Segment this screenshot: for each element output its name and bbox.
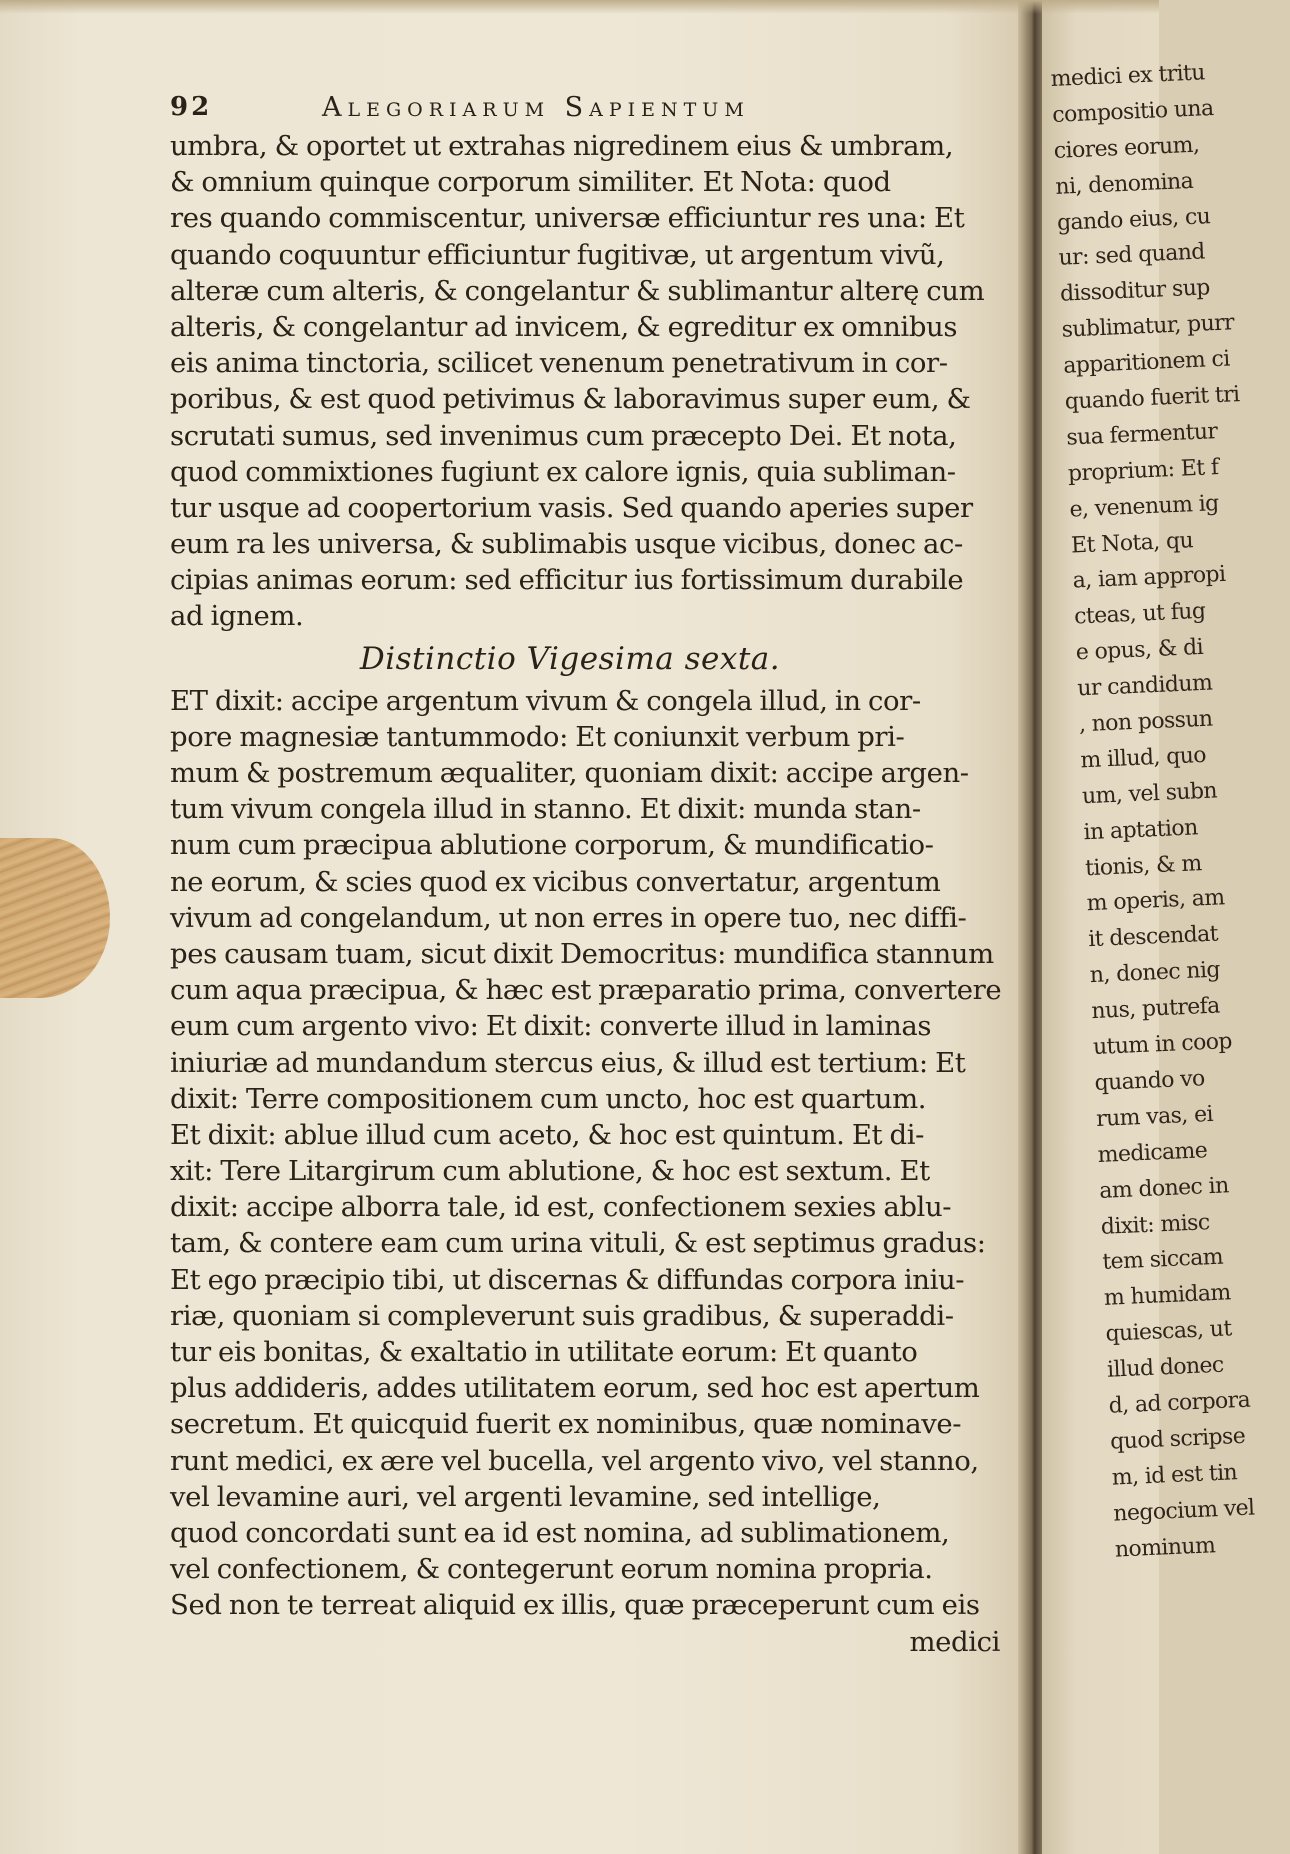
text-line: eum cum argento vivo: Et dixit: converte illud in laminas xyxy=(170,1010,932,1043)
page-top-edge xyxy=(0,0,1159,14)
text-line: Et dixit: ablue illud cum aceto, & hoc est quintum. Et di- xyxy=(170,1118,924,1151)
text-line: tur eis bonitas, & exaltatio in utilitate eorum: Et quanto xyxy=(170,1336,918,1368)
text-line: num cum præcipua ablutione corporum, & mundificatio- xyxy=(170,829,934,862)
text-line: runt medici, ex ære vel bucella, vel argento vivo, vel stanno, xyxy=(170,1444,979,1477)
facing-line: quando fuerit tri xyxy=(1064,382,1241,415)
text-line: vel confectionem, & contegerunt eorum nomina propria. xyxy=(170,1553,933,1586)
text-line: & omnium quinque corporum similiter. Et Nota: quod xyxy=(170,166,891,199)
facing-line: tionis, & m xyxy=(1084,850,1203,881)
facing-line: d, ad corpora xyxy=(1108,1387,1251,1419)
facing-line: gando eius, cu xyxy=(1056,203,1211,236)
text-line: mum & postremum æqualiter, quoniam dixit: accipe argen- xyxy=(170,757,969,789)
facing-line: m operis, am xyxy=(1086,885,1225,917)
facing-line: ciores eorum, xyxy=(1053,132,1200,164)
facing-line: m, id est tin xyxy=(1111,1459,1238,1491)
text-line: vivum ad congelandum, ut non erres in opere tuo, nec diffi- xyxy=(170,901,967,934)
text-line: tum vivum congela illud in stanno. Et dixit: munda stan- xyxy=(170,793,921,826)
catchword: medici xyxy=(909,1625,1000,1658)
facing-line: ur: sed quand xyxy=(1058,239,1206,272)
text-line: quod commixtiones fugiunt ex calore ignis, quia subliman- xyxy=(170,455,956,488)
text-line: alteris, & congelantur ad invicem, & egreditur ex omnibus xyxy=(170,310,958,343)
text-line: plus addideris, addes utilitatem eorum, sed hoc est apertum xyxy=(170,1372,980,1405)
facing-line: , non possun xyxy=(1078,706,1213,738)
facing-line: m illud, quo xyxy=(1079,742,1207,774)
facing-line: apparitionem ci xyxy=(1062,346,1231,379)
text-line: tur usque ad coopertorium vasis. Sed quando aperies super xyxy=(170,491,973,524)
facing-line: ni, denomina xyxy=(1054,168,1194,200)
section-heading: Distinctio Vigesima sexta. xyxy=(359,640,781,677)
text-line: dixit: accipe alborra tale, id est, confectionem sexies ablu- xyxy=(170,1191,952,1224)
main-text-block xyxy=(170,88,1010,1660)
facing-line: quod scripse xyxy=(1109,1423,1246,1455)
text-line: quod concordati sunt ea id est nomina, ad sublimationem, xyxy=(170,1516,950,1549)
text-line: tam, & contere eam cum urina vituli, & est septimus gradus: xyxy=(170,1227,986,1260)
text-line: iniuriæ ad mundandum stercus eius, & illud est tertium: Et xyxy=(170,1046,966,1079)
facing-line: medicame xyxy=(1097,1137,1208,1168)
facing-line: cteas, ut fug xyxy=(1073,599,1206,630)
facing-line: negocium vel xyxy=(1112,1495,1255,1527)
running-head-title: Alegoriarum Sapientum xyxy=(322,92,750,123)
paragraph-1 xyxy=(170,128,1010,635)
facing-line: sublimatur, purr xyxy=(1061,310,1235,343)
text-line: dixit: Terre compositionem cum uncto, hoc est quartum. xyxy=(170,1082,927,1115)
text-line: ad ignem. xyxy=(170,600,304,633)
facing-line: quiescas, ut xyxy=(1105,1316,1233,1347)
facing-line: in aptation xyxy=(1083,815,1199,845)
page-number: 92 xyxy=(170,92,213,122)
text-line: eis anima tinctoria, scilicet venenum penetrativum in cor- xyxy=(170,347,948,380)
facing-line: illud donec xyxy=(1106,1352,1225,1383)
facing-line: dissoditur sup xyxy=(1059,275,1211,308)
text-line: quando coquuntur efficiuntur fugitivæ, ut argentum vivũ, xyxy=(170,238,945,271)
text-line: umbra, & oportet ut extrahas nigredinem eius & umbram, xyxy=(170,130,954,162)
facing-line: um, vel subn xyxy=(1081,778,1218,810)
text-line: Et ego præcipio tibi, ut discernas & diffundas corpora iniu- xyxy=(170,1263,965,1296)
facing-line: it descendat xyxy=(1087,921,1219,953)
facing-line: am donec in xyxy=(1098,1172,1230,1204)
facing-line: quando vo xyxy=(1094,1066,1206,1096)
facing-line: tem siccam xyxy=(1101,1244,1224,1276)
paragraph-2 xyxy=(170,683,1010,1624)
text-line: secretum. Et quicquid fuerit ex nominibus, quæ nominave- xyxy=(170,1408,962,1441)
facing-line: nus, putrefa xyxy=(1090,993,1221,1025)
facing-line: n, donec nig xyxy=(1089,957,1221,989)
text-line: cipias animas eorum: sed efficitur ius fortissimum durabile xyxy=(170,564,964,597)
facing-line: dixit: misc xyxy=(1100,1209,1211,1240)
facing-line: nominum xyxy=(1114,1532,1216,1563)
facing-line: m humidam xyxy=(1103,1280,1232,1312)
facing-line: rum vas, ei xyxy=(1095,1101,1214,1132)
facing-line: sua fermentur xyxy=(1065,418,1218,451)
text-line: vel levamine auri, vel argenti levamine, sed intellige, xyxy=(170,1480,881,1513)
facing-line: medici ex tritu xyxy=(1050,60,1206,92)
facing-line: Et Nota, qu xyxy=(1070,527,1194,559)
facing-line: a, iam appropi xyxy=(1072,562,1226,594)
text-line: res quando commiscentur, universæ efficiuntur res una: Et xyxy=(170,202,965,235)
text-line: ET dixit: accipe argentum vivum & congela illud, in cor- xyxy=(170,684,921,717)
facing-line: proprium: Et f xyxy=(1067,454,1219,487)
facing-line: ur candidum xyxy=(1076,670,1213,702)
text-line: alteræ cum alteris, & congelantur & sublimantur alterę cum xyxy=(170,274,985,307)
text-line: eum ra les universa, & sublimabis usque vicibus, donec ac- xyxy=(170,528,963,561)
text-line: riæ, quoniam si compleverunt suis gradibus, & superaddi- xyxy=(170,1299,954,1332)
text-line: cum aqua præcipua, & hæc est præparatio prima, convertere xyxy=(170,974,1002,1007)
facing-line: utum in coop xyxy=(1092,1029,1233,1061)
text-line: scrutati sumus, sed invenimus cum præcepto Dei. Et nota, xyxy=(170,419,957,452)
facing-line: e opus, & di xyxy=(1075,635,1204,666)
text-line: poribus, & est quod petivimus & laboravimus super eum, & xyxy=(170,383,971,416)
text-line: Sed non te terreat aliquid ex illis, quæ præceperunt cum eis xyxy=(170,1589,980,1622)
text-line: xit: Tere Litargirum cum ablutione, & hoc est sextum. Et xyxy=(170,1155,930,1188)
text-line: pes causam tuam, sicut dixit Democritus: mundifica stannum xyxy=(170,937,994,970)
facing-line: e, venenum ig xyxy=(1069,490,1220,523)
facing-line: compositio una xyxy=(1051,95,1214,128)
text-line: ne eorum, & scies quod ex vicibus convertatur, argentum xyxy=(170,865,941,898)
running-head xyxy=(170,88,1010,128)
text-line: pore magnesiæ tantummodo: Et coniunxit verbum pri- xyxy=(170,720,905,753)
